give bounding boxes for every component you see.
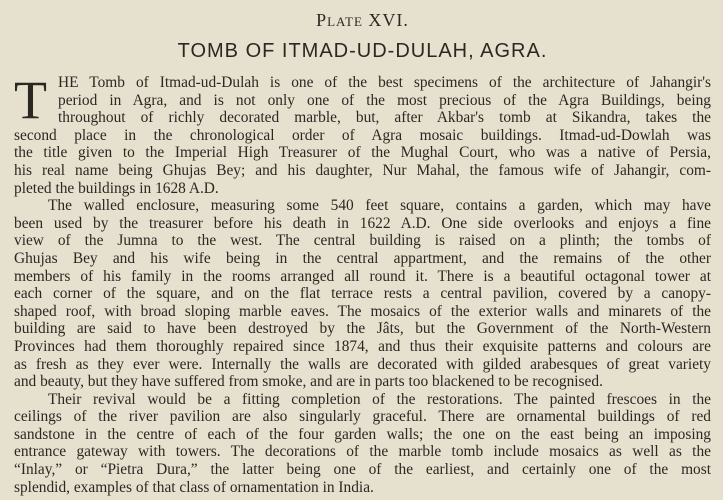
- text-line: as fresh as they ever were. Internally the walls are decorated with gilded arabesques of great variety: [14, 355, 711, 373]
- text-line: view of the Jumna to the west. The central building is raised on a plinth; the tombs of: [14, 232, 711, 250]
- text-line: his real name being Ghujas Bey; and his daughter, Nur Mahal, the famous wife of Jahangir, com-: [14, 161, 711, 179]
- text-line: The walled enclosure, measuring some 540 feet square, contains a garden, which may have: [48, 197, 711, 215]
- text-line: period in Agra, and is not only one of the most precious of the Agra Buildings, being: [58, 91, 711, 109]
- text-line: Provinces had them thoroughly repaired since 1874, and thus their exquisite patterns and colours are: [14, 337, 711, 355]
- text-line: ceilings of the river pavilion are also singularly graceful. There are ornamental buildings of red: [14, 408, 711, 426]
- text-line: Ghujas Bey and his wife being in the central appartment, and the remains of the other: [14, 249, 711, 267]
- text-line: shaped roof, with broad sloping marble eaves. The mosaics of the exterior walls and minarets of the: [14, 302, 711, 320]
- plate-number: Plate XVI.: [316, 10, 409, 30]
- text-line: “Inlay,” or “Pietra Dura,” the latter being one of the earliest, and certainly one of the most: [14, 461, 711, 479]
- text-line: Their revival would be a fitting completion of the restorations. The painted frescoes in the: [48, 390, 711, 408]
- text-line: building are said to have been destroyed by the Jâts, but the Government of the North-Western: [14, 320, 711, 338]
- text-line: second place in the chronological order of Agra mosaic buildings. Itmad-ud-Dowlah was: [14, 126, 711, 144]
- text-line: been used by the treasurer before his death in 1622 A.D. One side overlooks and enjoys a fine: [14, 214, 711, 232]
- text-line: throughout of richly decorated marble, but, after Akbar's tomb at Sikandra, takes the: [58, 109, 711, 127]
- drop-cap: T: [14, 70, 47, 130]
- text-line: sandstone in the centre of each of the four garden walls; the one on the east being an imposing: [14, 425, 711, 443]
- paragraph-1: [14, 70, 711, 197]
- text-line: the title given to the Imperial High Treasurer of the Mughal Court, who was a native of Persia,: [14, 144, 711, 162]
- text-line: splendid, examples of that class of ornamentation in India.: [14, 478, 374, 496]
- text-line: and beauty, but they have suffered from smoke, and are in parts too blackened to be recognised.: [14, 373, 603, 391]
- text-line: entrance gateway with towers. The decorations of the marble tomb include mosaics as well as the: [14, 443, 711, 461]
- paragraph-2: [14, 197, 711, 391]
- text-line: HE Tomb of Itmad-ud-Dulah is one of the best specimens of the architecture of Jahangir's: [58, 74, 711, 91]
- paragraph-3: [14, 391, 711, 497]
- text-line: each corner of the square, and on the flat terrace rests a central pavilion, covered by a canopy-: [14, 285, 711, 303]
- text-line: members of his family in the rooms arranged all round it. There is a beautiful octagonal tower at: [14, 267, 711, 285]
- page-title: TOMB OF ITMAD-UD-DULAH, AGRA.: [177, 40, 548, 62]
- text-line: pleted the buildings in 1628 A.D.: [14, 179, 219, 197]
